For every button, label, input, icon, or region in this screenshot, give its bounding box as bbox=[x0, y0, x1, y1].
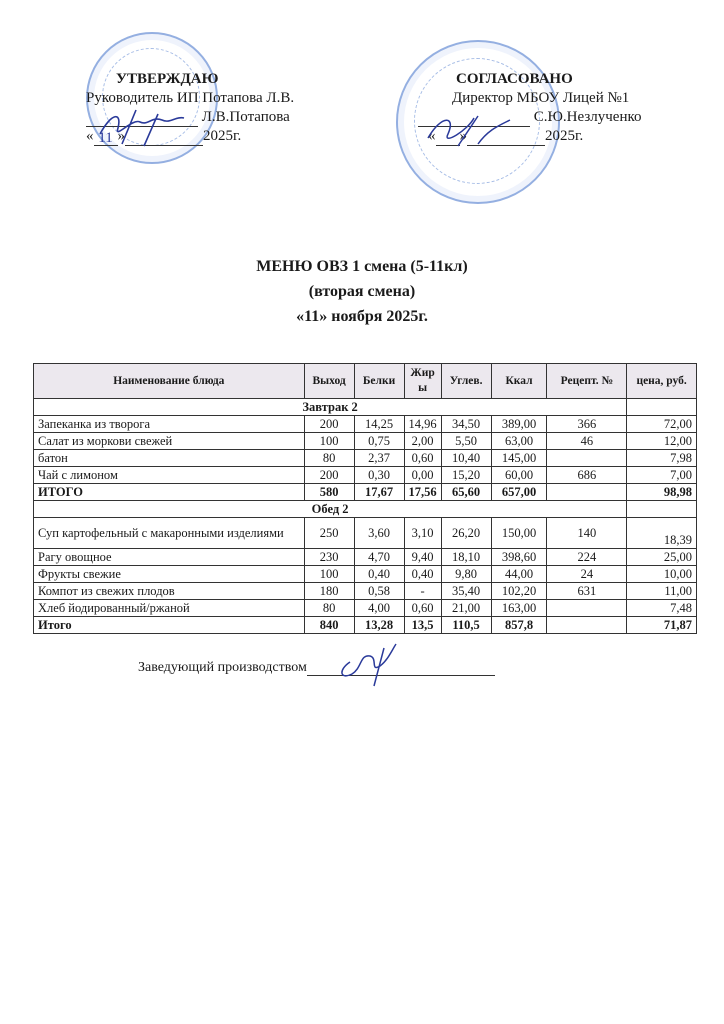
cell-recipe: 686 bbox=[547, 467, 627, 484]
col-header-recipe: Рецепт. № bbox=[547, 364, 627, 399]
col-header-dish: Наименование блюда bbox=[34, 364, 305, 399]
col-header-price: цена, руб. bbox=[627, 364, 697, 399]
cell-kcal: 60,00 bbox=[491, 467, 547, 484]
approve-position: Директор МБОУ Лицей №1 bbox=[452, 90, 630, 106]
cell-output: 80 bbox=[304, 450, 354, 467]
cell-fat: 14,96 bbox=[404, 416, 441, 433]
footer-signature bbox=[138, 660, 495, 676]
cell-protein: 0,75 bbox=[354, 433, 404, 450]
cell-price: 12,00 bbox=[627, 433, 697, 450]
approve-name: С.Ю.Незлученко bbox=[533, 109, 642, 125]
cell-name: батон bbox=[34, 450, 305, 467]
cell-kcal: 63,00 bbox=[491, 433, 547, 450]
cell-output: 100 bbox=[304, 566, 354, 583]
cell-price: 25,00 bbox=[627, 549, 697, 566]
cell-carbs: 34,50 bbox=[441, 416, 491, 433]
col-header-protein: Белки bbox=[354, 364, 404, 399]
table-row bbox=[34, 549, 697, 566]
col-header-kcal: Ккал bbox=[491, 364, 547, 399]
cell-output: 840 bbox=[304, 617, 354, 634]
section-row bbox=[34, 399, 697, 416]
approve-position: Руководитель ИП Потапова Л.В. bbox=[86, 90, 295, 106]
cell-fat: 13,5 bbox=[404, 617, 441, 634]
cell-name: ИТОГО bbox=[34, 484, 305, 501]
footer-label: Заведующий производством bbox=[138, 660, 307, 675]
cell-name: Суп картофельный с макаронными изделиями bbox=[34, 518, 305, 549]
cell-protein: 17,67 bbox=[354, 484, 404, 501]
cell-kcal: 44,00 bbox=[491, 566, 547, 583]
approve-name: Л.В.Потапова bbox=[201, 109, 290, 125]
cell-output: 580 bbox=[304, 484, 354, 501]
menu-title-line2: (вторая смена) bbox=[308, 283, 416, 300]
cell-name: Рагу овощное bbox=[34, 549, 305, 566]
table-row bbox=[34, 518, 697, 549]
section-title: Завтрак 2 bbox=[34, 399, 627, 416]
col-header-carbs: Углев. bbox=[441, 364, 491, 399]
cell-protein: 3,60 bbox=[354, 518, 404, 549]
cell-carbs: 65,60 bbox=[441, 484, 491, 501]
cell-carbs: 21,00 bbox=[441, 600, 491, 617]
date-quote-open: « bbox=[86, 128, 94, 144]
cell-price: 10,00 bbox=[627, 566, 697, 583]
cell-carbs: 9,80 bbox=[441, 566, 491, 583]
table-row bbox=[34, 566, 697, 583]
cell-name: Компот из свежих плодов bbox=[34, 583, 305, 600]
signature-production-manager bbox=[330, 640, 400, 690]
cell-price: 11,00 bbox=[627, 583, 697, 600]
cell-recipe: 224 bbox=[547, 549, 627, 566]
total-row bbox=[34, 617, 697, 634]
cell-recipe bbox=[547, 450, 627, 467]
cell-kcal: 857,8 bbox=[491, 617, 547, 634]
cell-recipe bbox=[547, 600, 627, 617]
section-row bbox=[34, 501, 697, 518]
cell-fat: 17,56 bbox=[404, 484, 441, 501]
cell-kcal: 163,00 bbox=[491, 600, 547, 617]
cell-fat: 9,40 bbox=[404, 549, 441, 566]
cell-carbs: 15,20 bbox=[441, 467, 491, 484]
cell-fat: - bbox=[404, 583, 441, 600]
cell-fat: 0,60 bbox=[404, 600, 441, 617]
cell-carbs: 5,50 bbox=[441, 433, 491, 450]
date-year: 2025г. bbox=[203, 128, 242, 144]
cell-fat: 0,40 bbox=[404, 566, 441, 583]
cell-output: 230 bbox=[304, 549, 354, 566]
menu-title bbox=[0, 254, 724, 329]
cell-name: Хлеб йодированный/ржаной bbox=[34, 600, 305, 617]
table-row bbox=[34, 600, 697, 617]
cell-protein: 0,30 bbox=[354, 467, 404, 484]
cell-name: Чай с лимоном bbox=[34, 467, 305, 484]
signature-left bbox=[92, 104, 192, 148]
cell-fat: 2,00 bbox=[404, 433, 441, 450]
cell-output: 80 bbox=[304, 600, 354, 617]
cell-recipe: 631 bbox=[547, 583, 627, 600]
table-row bbox=[34, 416, 697, 433]
cell-carbs: 110,5 bbox=[441, 617, 491, 634]
cell-protein: 14,25 bbox=[354, 416, 404, 433]
approve-title: СОГЛАСОВАНО bbox=[456, 71, 573, 87]
cell-kcal: 657,00 bbox=[491, 484, 547, 501]
section-price-cell bbox=[627, 501, 697, 518]
cell-recipe: 140 bbox=[547, 518, 627, 549]
table-body bbox=[34, 399, 697, 634]
cell-price: 7,98 bbox=[627, 450, 697, 467]
cell-fat: 0,00 bbox=[404, 467, 441, 484]
cell-output: 100 bbox=[304, 433, 354, 450]
cell-carbs: 10,40 bbox=[441, 450, 491, 467]
cell-price: 7,00 bbox=[627, 467, 697, 484]
section-title: Обед 2 bbox=[34, 501, 627, 518]
cell-protein: 2,37 bbox=[354, 450, 404, 467]
cell-name: Запеканка из творога bbox=[34, 416, 305, 433]
cell-price: 7,48 bbox=[627, 600, 697, 617]
table-row bbox=[34, 467, 697, 484]
cell-output: 250 bbox=[304, 518, 354, 549]
cell-protein: 4,00 bbox=[354, 600, 404, 617]
cell-recipe: 24 bbox=[547, 566, 627, 583]
cell-kcal: 145,00 bbox=[491, 450, 547, 467]
cell-name: Салат из моркови свежей bbox=[34, 433, 305, 450]
cell-kcal: 398,60 bbox=[491, 549, 547, 566]
cell-protein: 4,70 bbox=[354, 549, 404, 566]
cell-protein: 0,40 bbox=[354, 566, 404, 583]
approve-title: УТВЕРЖДАЮ bbox=[116, 71, 219, 87]
signature-right bbox=[418, 110, 518, 150]
menu-title-line1: МЕНЮ ОВЗ 1 смена (5-11кл) bbox=[256, 258, 468, 275]
cell-carbs: 18,10 bbox=[441, 549, 491, 566]
cell-recipe: 366 bbox=[547, 416, 627, 433]
date-quote-close: » bbox=[459, 128, 467, 144]
menu-title-date: «11» ноября 2025г. bbox=[296, 308, 428, 325]
menu-table bbox=[33, 363, 697, 634]
cell-output: 200 bbox=[304, 416, 354, 433]
cell-fat: 0,60 bbox=[404, 450, 441, 467]
cell-price: 72,00 bbox=[627, 416, 697, 433]
cell-output: 180 bbox=[304, 583, 354, 600]
table-row bbox=[34, 583, 697, 600]
cell-price: 71,87 bbox=[627, 617, 697, 634]
table-header-row bbox=[34, 364, 697, 399]
date-quote-close: » bbox=[117, 128, 125, 144]
date-year: 2025г. bbox=[545, 128, 584, 144]
cell-kcal: 102,20 bbox=[491, 583, 547, 600]
cell-protein: 13,28 bbox=[354, 617, 404, 634]
col-header-output: Выход bbox=[304, 364, 354, 399]
date-quote-open: « bbox=[428, 128, 436, 144]
cell-carbs: 26,20 bbox=[441, 518, 491, 549]
cell-kcal: 389,00 bbox=[491, 416, 547, 433]
cell-name: Итого bbox=[34, 617, 305, 634]
cell-price: 98,98 bbox=[627, 484, 697, 501]
cell-output: 200 bbox=[304, 467, 354, 484]
cell-recipe: 46 bbox=[547, 433, 627, 450]
cell-protein: 0,58 bbox=[354, 583, 404, 600]
table-row bbox=[34, 433, 697, 450]
cell-recipe bbox=[547, 484, 627, 501]
cell-recipe bbox=[547, 617, 627, 634]
cell-fat: 3,10 bbox=[404, 518, 441, 549]
cell-kcal: 150,00 bbox=[491, 518, 547, 549]
total-row bbox=[34, 484, 697, 501]
cell-price: 18,39 bbox=[627, 518, 697, 549]
cell-name: Фрукты свежие bbox=[34, 566, 305, 583]
date-day: 11 bbox=[94, 129, 118, 146]
col-header-fat: Жир ы bbox=[404, 364, 441, 399]
table-row bbox=[34, 450, 697, 467]
cell-carbs: 35,40 bbox=[441, 583, 491, 600]
section-price-cell bbox=[627, 399, 697, 416]
